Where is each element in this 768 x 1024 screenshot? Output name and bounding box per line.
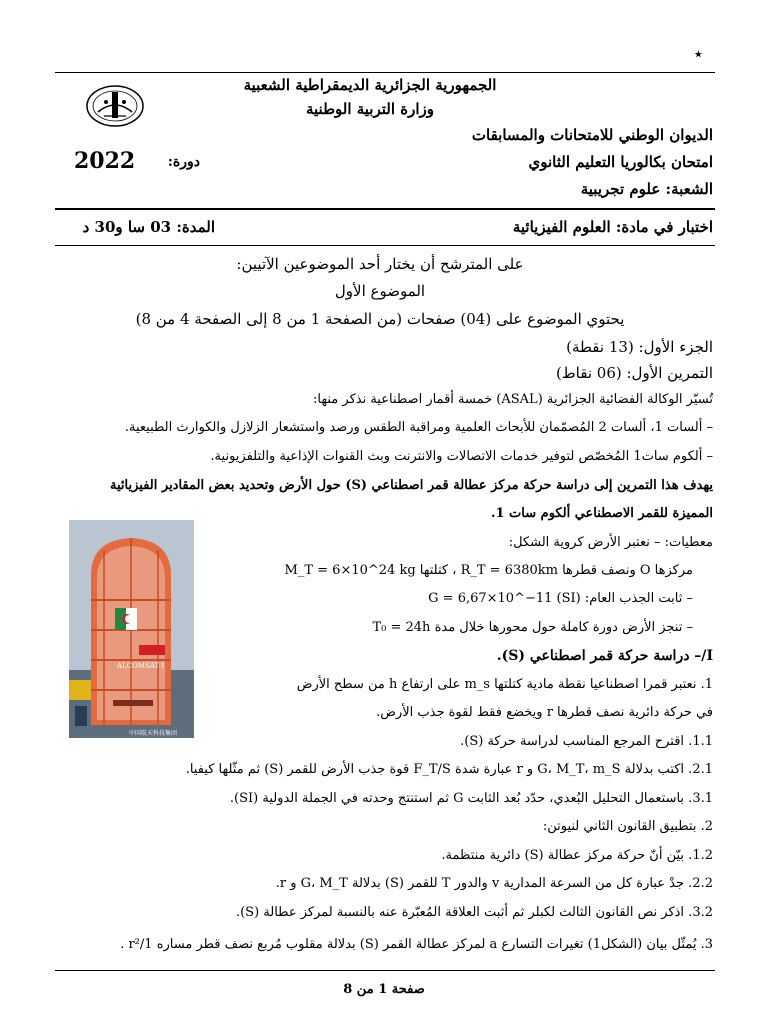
- aim-line-1: يهدف هذا التمرين إلى دراسة حركة مركز عطالة قمر اصطناعي (S) حول الأرض وتحديد بعض المقادير الفيزيائية: [110, 478, 713, 493]
- topic-title: الموضوع الأول: [334, 282, 426, 300]
- givens-title: معطيات: – نعتبر الأرض كروية الشكل:: [508, 535, 713, 550]
- aim-line-2: المميزة للقمر الاصطناعي ألكوم سات 1.: [490, 506, 713, 521]
- header-rule: [55, 208, 715, 210]
- choose-instruction: على المترشح أن يختار أحد الموضوعين الآتيين:: [236, 255, 524, 273]
- question-1-3: 3.1. باستعمال التحليل البُعدي، حدّد بُعد الثابت G ثم استنتج وحدته في الجملة الدولية (SI).: [229, 791, 713, 806]
- stream-name: الشعبة: علوم تجريبية: [580, 180, 713, 198]
- footer-rule: [55, 970, 715, 971]
- subject-name: اختبار في مادة: العلوم الفيزيائية: [512, 218, 713, 236]
- ministry-name: وزارة التربية الوطنية: [305, 100, 434, 118]
- question-2: 2. بتطبيق القانون الثاني لنيوتن:: [542, 819, 713, 834]
- capsule-text: ALCOMSAT-1: [117, 662, 166, 670]
- question-3: 3. يُمثّل بيان (الشكل1) تغيرات التسارع a لمركز عطالة القمر (S) بدلالة مقلوب مُربع نصف قطر مساره 1/r² .: [120, 937, 713, 952]
- question-1-line-2: في حركة دائرية نصف قطرها r ويخضع فقط لقوة جذب الأرض.: [376, 705, 713, 720]
- session-year: 2022: [74, 148, 136, 174]
- photo-caption: 中国航天科技集团: [129, 730, 178, 737]
- question-2-3: 3.2. اذكر نص القانون الثالث لكبلر ثم أثبت العلاقة المُعبّرة عنه بالنسبة لمركز عطالة (S).: [235, 905, 713, 920]
- bullet-alsat: – ألسات 1، ألسات 2 المُصمّمان للأبحاث العلمية ومراقبة الطقس ورصد واستشعار الزلازل والكوارث الطبيعية.: [124, 420, 713, 435]
- gravitational-constant: – ثابت الجذب العام: G = 6,67×10^−11 (SI): [428, 591, 693, 606]
- exercise-title: التمرين الأول: (06 نقاط): [555, 364, 713, 382]
- part-title: الجزء الأول: (13 نقطة): [566, 338, 713, 356]
- corner-mark: ٭: [694, 44, 703, 63]
- session-label: دورة:: [167, 154, 200, 170]
- question-1-2: 2.1. اكتب بدلالة G، M_T، m_S و r عبارة شدة F_T/S قوة جذب الأرض للقمر (S) ثم مثّلها كيفيا.: [185, 762, 713, 777]
- topic-pages: يحتوي الموضوع على (04) صفحات (من الصفحة 1 من 8 إلى الصفحة 4 من 8): [135, 310, 625, 328]
- question-1-line-1: 1. نعتبر قمرا اصطناعيا نقطة مادية كتلتها m_s على ارتفاع h من سطح الأرض: [296, 677, 713, 692]
- country-name: الجمهورية الجزائرية الديمقراطية الشعبية: [243, 76, 497, 94]
- question-2-2: 2.2. جدْ عبارة كل من السرعة المدارية v والدور T للقمر (S) بدلالة G، M_T و r.: [275, 876, 713, 891]
- office-name: الديوان الوطني للامتحانات والمسابقات: [471, 126, 713, 144]
- question-2-1: 1.2. بيّن أنّ حركة مركز عطالة (S) دائرية منتظمة.: [441, 848, 713, 863]
- section-title: I/– دراسة حركة قمر اصطناعي (S).: [496, 648, 713, 664]
- page-number: صفحة 1 من 8: [343, 982, 425, 997]
- satellite-photo: [69, 520, 194, 738]
- question-1-1: 1.1. اقترح المرجع المناسب لدراسة حركة (S).: [460, 734, 713, 749]
- earth-data: مركزها O ونصف قطرها R_T = 6380km ، كتلتها M_T = 6×10^24 kg: [284, 563, 693, 578]
- bullet-alcomsat: – ألكوم سات1 المُخصّص لتوفير خدمات الاتصالات والانترنت وبث القنوات الإذاعية والتلفزيونية.: [210, 449, 713, 464]
- exam-duration: المدة: 03 سا و30 د: [82, 218, 215, 236]
- ministry-logo: [84, 82, 146, 130]
- exam-name: امتحان بكالوريا التعليم الثانوي: [528, 153, 713, 171]
- earth-rotation: – تنجز الأرض دورة كاملة حول محورها خلال مدة T₀ = 24h: [372, 620, 693, 635]
- asal-intro: تُسيّر الوكالة الفضائية الجزائرية (ASAL) خمسة أقمار اصطناعية نذكر منها:: [313, 392, 713, 407]
- subject-rule: [55, 245, 715, 246]
- top-rule: [55, 72, 715, 73]
